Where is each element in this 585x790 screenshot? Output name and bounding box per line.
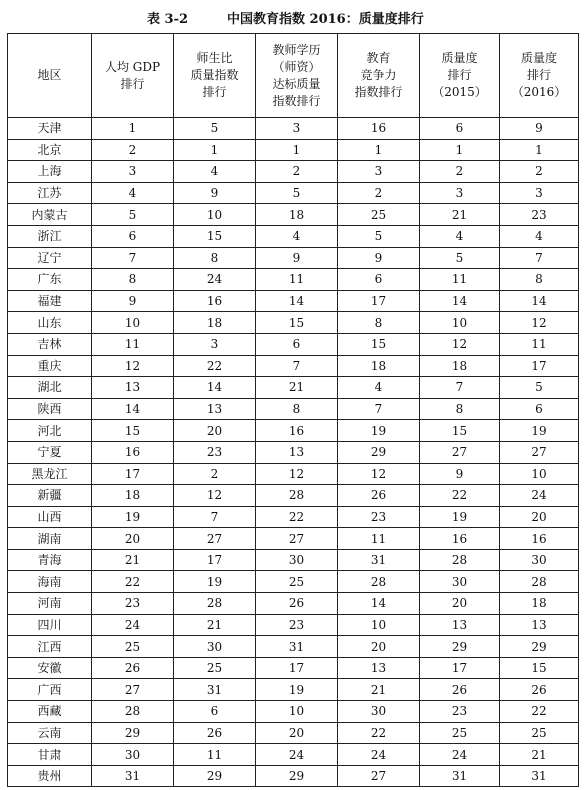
cell-region: 云南	[8, 722, 92, 744]
cell-gdp-rank: 30	[92, 744, 174, 766]
cell-education-competitiveness: 14	[338, 593, 420, 615]
ranking-table	[7, 33, 579, 787]
cell-region: 福建	[8, 290, 92, 312]
table-row	[8, 182, 579, 204]
table-row	[8, 765, 579, 787]
table-row	[8, 312, 579, 334]
cell-teacher-student-ratio: 22	[174, 355, 256, 377]
cell-gdp-rank: 26	[92, 657, 174, 679]
cell-quality-rank-2016: 6	[500, 398, 579, 420]
cell-region: 河北	[8, 420, 92, 442]
cell-teacher-student-ratio: 8	[174, 247, 256, 269]
cell-region: 辽宁	[8, 247, 92, 269]
cell-gdp-rank: 20	[92, 528, 174, 550]
cell-quality-rank-2015: 28	[420, 549, 500, 571]
table-title: 中国教育指数 2016：质量度排行	[227, 12, 424, 27]
cell-education-competitiveness: 11	[338, 528, 420, 550]
cell-quality-rank-2015: 7	[420, 377, 500, 399]
cell-teacher-student-ratio: 6	[174, 701, 256, 723]
cell-quality-rank-2015: 21	[420, 204, 500, 226]
cell-education-competitiveness: 22	[338, 722, 420, 744]
cell-region: 安徽	[8, 657, 92, 679]
cell-education-competitiveness: 15	[338, 333, 420, 355]
cell-education-competitiveness: 20	[338, 636, 420, 658]
cell-teacher-student-ratio: 19	[174, 571, 256, 593]
cell-education-competitiveness: 9	[338, 247, 420, 269]
cell-education-competitiveness: 17	[338, 290, 420, 312]
cell-region: 天津	[8, 118, 92, 140]
cell-region: 宁夏	[8, 441, 92, 463]
cell-quality-rank-2015: 23	[420, 701, 500, 723]
cell-quality-rank-2016: 30	[500, 549, 579, 571]
cell-gdp-rank: 7	[92, 247, 174, 269]
cell-education-competitiveness: 4	[338, 377, 420, 399]
table-row	[8, 118, 579, 140]
cell-gdp-rank: 1	[92, 118, 174, 140]
table-row	[8, 528, 579, 550]
cell-teacher-qualification: 9	[256, 247, 338, 269]
table-row	[8, 333, 579, 355]
cell-region: 西藏	[8, 701, 92, 723]
cell-region: 贵州	[8, 765, 92, 787]
cell-quality-rank-2015: 30	[420, 571, 500, 593]
cell-gdp-rank: 25	[92, 636, 174, 658]
cell-quality-rank-2015: 10	[420, 312, 500, 334]
cell-teacher-qualification: 20	[256, 722, 338, 744]
cell-quality-rank-2015: 31	[420, 765, 500, 787]
cell-teacher-student-ratio: 24	[174, 269, 256, 291]
cell-teacher-qualification: 14	[256, 290, 338, 312]
cell-education-competitiveness: 23	[338, 506, 420, 528]
cell-gdp-rank: 31	[92, 765, 174, 787]
cell-gdp-rank: 4	[92, 182, 174, 204]
cell-education-competitiveness: 31	[338, 549, 420, 571]
cell-quality-rank-2015: 25	[420, 722, 500, 744]
cell-gdp-rank: 19	[92, 506, 174, 528]
table-row	[8, 204, 579, 226]
cell-teacher-student-ratio: 16	[174, 290, 256, 312]
header-teacher-student-ratio: 师生比 质量指数 排行	[174, 34, 256, 118]
cell-quality-rank-2015: 18	[420, 355, 500, 377]
cell-region: 江苏	[8, 182, 92, 204]
cell-education-competitiveness: 21	[338, 679, 420, 701]
table-row	[8, 571, 579, 593]
cell-gdp-rank: 28	[92, 701, 174, 723]
cell-region: 四川	[8, 614, 92, 636]
table-row	[8, 225, 579, 247]
cell-quality-rank-2015: 2	[420, 161, 500, 183]
cell-quality-rank-2015: 16	[420, 528, 500, 550]
cell-quality-rank-2016: 10	[500, 463, 579, 485]
cell-quality-rank-2016: 19	[500, 420, 579, 442]
table-row	[8, 701, 579, 723]
cell-quality-rank-2016: 23	[500, 204, 579, 226]
cell-teacher-student-ratio: 30	[174, 636, 256, 658]
cell-region: 浙江	[8, 225, 92, 247]
table-row	[8, 398, 579, 420]
cell-region: 湖北	[8, 377, 92, 399]
cell-quality-rank-2016: 3	[500, 182, 579, 204]
cell-quality-rank-2016: 13	[500, 614, 579, 636]
cell-teacher-qualification: 19	[256, 679, 338, 701]
table-row	[8, 593, 579, 615]
cell-quality-rank-2016: 1	[500, 139, 579, 161]
cell-quality-rank-2015: 26	[420, 679, 500, 701]
cell-gdp-rank: 17	[92, 463, 174, 485]
cell-quality-rank-2015: 1	[420, 139, 500, 161]
cell-teacher-student-ratio: 5	[174, 118, 256, 140]
cell-gdp-rank: 24	[92, 614, 174, 636]
cell-gdp-rank: 11	[92, 333, 174, 355]
cell-quality-rank-2015: 20	[420, 593, 500, 615]
cell-education-competitiveness: 2	[338, 182, 420, 204]
table-row	[8, 463, 579, 485]
cell-gdp-rank: 9	[92, 290, 174, 312]
cell-teacher-student-ratio: 10	[174, 204, 256, 226]
cell-teacher-qualification: 23	[256, 614, 338, 636]
cell-quality-rank-2016: 17	[500, 355, 579, 377]
table-row	[8, 161, 579, 183]
cell-quality-rank-2016: 11	[500, 333, 579, 355]
cell-teacher-student-ratio: 18	[174, 312, 256, 334]
cell-teacher-qualification: 22	[256, 506, 338, 528]
cell-teacher-qualification: 26	[256, 593, 338, 615]
cell-teacher-qualification: 4	[256, 225, 338, 247]
cell-teacher-qualification: 30	[256, 549, 338, 571]
cell-teacher-student-ratio: 4	[174, 161, 256, 183]
cell-quality-rank-2015: 6	[420, 118, 500, 140]
cell-quality-rank-2016: 2	[500, 161, 579, 183]
cell-education-competitiveness: 25	[338, 204, 420, 226]
table-row	[8, 139, 579, 161]
cell-quality-rank-2015: 27	[420, 441, 500, 463]
cell-quality-rank-2015: 15	[420, 420, 500, 442]
cell-teacher-student-ratio: 26	[174, 722, 256, 744]
cell-quality-rank-2015: 29	[420, 636, 500, 658]
cell-gdp-rank: 12	[92, 355, 174, 377]
cell-region: 广西	[8, 679, 92, 701]
cell-gdp-rank: 8	[92, 269, 174, 291]
cell-gdp-rank: 6	[92, 225, 174, 247]
cell-education-competitiveness: 16	[338, 118, 420, 140]
cell-quality-rank-2016: 12	[500, 312, 579, 334]
cell-region: 山西	[8, 506, 92, 528]
cell-education-competitiveness: 7	[338, 398, 420, 420]
cell-gdp-rank: 15	[92, 420, 174, 442]
header-quality-rank-2016: 质量度 排行 （2016）	[500, 34, 579, 118]
table-row	[8, 657, 579, 679]
cell-education-competitiveness: 29	[338, 441, 420, 463]
cell-teacher-qualification: 18	[256, 204, 338, 226]
table-row	[8, 377, 579, 399]
cell-teacher-student-ratio: 27	[174, 528, 256, 550]
cell-region: 江西	[8, 636, 92, 658]
cell-teacher-qualification: 5	[256, 182, 338, 204]
cell-quality-rank-2016: 9	[500, 118, 579, 140]
cell-region: 吉林	[8, 333, 92, 355]
cell-education-competitiveness: 1	[338, 139, 420, 161]
cell-teacher-student-ratio: 11	[174, 744, 256, 766]
cell-quality-rank-2015: 19	[420, 506, 500, 528]
cell-region: 青海	[8, 549, 92, 571]
cell-quality-rank-2016: 8	[500, 269, 579, 291]
cell-quality-rank-2016: 7	[500, 247, 579, 269]
table-row	[8, 290, 579, 312]
cell-teacher-student-ratio: 21	[174, 614, 256, 636]
table-row	[8, 549, 579, 571]
cell-teacher-qualification: 28	[256, 485, 338, 507]
cell-teacher-qualification: 15	[256, 312, 338, 334]
cell-teacher-student-ratio: 23	[174, 441, 256, 463]
cell-gdp-rank: 5	[92, 204, 174, 226]
table-row	[8, 636, 579, 658]
cell-quality-rank-2015: 9	[420, 463, 500, 485]
cell-region: 河南	[8, 593, 92, 615]
header-region: 地区	[8, 34, 92, 118]
cell-education-competitiveness: 13	[338, 657, 420, 679]
cell-region: 湖南	[8, 528, 92, 550]
cell-gdp-rank: 21	[92, 549, 174, 571]
cell-region: 上海	[8, 161, 92, 183]
cell-teacher-student-ratio: 1	[174, 139, 256, 161]
cell-quality-rank-2015: 24	[420, 744, 500, 766]
cell-teacher-student-ratio: 12	[174, 485, 256, 507]
header-teacher-qualification: 教师学历 （师资） 达标质量 指数排行	[256, 34, 338, 118]
cell-region: 陕西	[8, 398, 92, 420]
cell-teacher-qualification: 3	[256, 118, 338, 140]
cell-quality-rank-2016: 29	[500, 636, 579, 658]
table-row	[8, 247, 579, 269]
cell-gdp-rank: 22	[92, 571, 174, 593]
cell-teacher-qualification: 10	[256, 701, 338, 723]
cell-teacher-qualification: 8	[256, 398, 338, 420]
cell-quality-rank-2016: 21	[500, 744, 579, 766]
cell-teacher-student-ratio: 14	[174, 377, 256, 399]
cell-education-competitiveness: 8	[338, 312, 420, 334]
cell-region: 广东	[8, 269, 92, 291]
cell-quality-rank-2016: 16	[500, 528, 579, 550]
cell-quality-rank-2016: 15	[500, 657, 579, 679]
cell-region: 新疆	[8, 485, 92, 507]
cell-teacher-qualification: 27	[256, 528, 338, 550]
table-number: 表 3-2	[147, 12, 189, 27]
cell-quality-rank-2015: 13	[420, 614, 500, 636]
cell-quality-rank-2016: 14	[500, 290, 579, 312]
cell-gdp-rank: 14	[92, 398, 174, 420]
cell-teacher-student-ratio: 15	[174, 225, 256, 247]
cell-education-competitiveness: 19	[338, 420, 420, 442]
cell-education-competitiveness: 26	[338, 485, 420, 507]
cell-teacher-qualification: 16	[256, 420, 338, 442]
cell-education-competitiveness: 24	[338, 744, 420, 766]
cell-teacher-qualification: 12	[256, 463, 338, 485]
cell-quality-rank-2015: 8	[420, 398, 500, 420]
cell-teacher-student-ratio: 7	[174, 506, 256, 528]
cell-quality-rank-2016: 20	[500, 506, 579, 528]
cell-region: 内蒙古	[8, 204, 92, 226]
cell-education-competitiveness: 10	[338, 614, 420, 636]
cell-quality-rank-2016: 28	[500, 571, 579, 593]
cell-gdp-rank: 13	[92, 377, 174, 399]
cell-teacher-qualification: 17	[256, 657, 338, 679]
cell-teacher-qualification: 6	[256, 333, 338, 355]
cell-region: 海南	[8, 571, 92, 593]
table-row	[8, 722, 579, 744]
cell-teacher-qualification: 7	[256, 355, 338, 377]
cell-teacher-student-ratio: 29	[174, 765, 256, 787]
table-row	[8, 506, 579, 528]
cell-teacher-student-ratio: 3	[174, 333, 256, 355]
cell-teacher-student-ratio: 13	[174, 398, 256, 420]
table-row	[8, 420, 579, 442]
table-row	[8, 355, 579, 377]
cell-gdp-rank: 29	[92, 722, 174, 744]
cell-quality-rank-2016: 4	[500, 225, 579, 247]
table-row	[8, 614, 579, 636]
cell-quality-rank-2015: 17	[420, 657, 500, 679]
cell-teacher-student-ratio: 25	[174, 657, 256, 679]
cell-quality-rank-2016: 31	[500, 765, 579, 787]
cell-education-competitiveness: 5	[338, 225, 420, 247]
table-row	[8, 485, 579, 507]
cell-education-competitiveness: 18	[338, 355, 420, 377]
cell-education-competitiveness: 3	[338, 161, 420, 183]
cell-teacher-qualification: 2	[256, 161, 338, 183]
cell-quality-rank-2016: 27	[500, 441, 579, 463]
cell-quality-rank-2016: 24	[500, 485, 579, 507]
cell-quality-rank-2016: 26	[500, 679, 579, 701]
cell-gdp-rank: 2	[92, 139, 174, 161]
cell-teacher-student-ratio: 31	[174, 679, 256, 701]
cell-quality-rank-2015: 5	[420, 247, 500, 269]
header-quality-rank-2015: 质量度 排行 （2015）	[420, 34, 500, 118]
header-row	[8, 34, 579, 118]
cell-education-competitiveness: 12	[338, 463, 420, 485]
cell-education-competitiveness: 6	[338, 269, 420, 291]
cell-teacher-qualification: 13	[256, 441, 338, 463]
cell-teacher-student-ratio: 20	[174, 420, 256, 442]
cell-teacher-qualification: 31	[256, 636, 338, 658]
cell-gdp-rank: 16	[92, 441, 174, 463]
cell-teacher-qualification: 29	[256, 765, 338, 787]
table-row	[8, 679, 579, 701]
cell-gdp-rank: 18	[92, 485, 174, 507]
cell-quality-rank-2016: 18	[500, 593, 579, 615]
cell-teacher-student-ratio: 2	[174, 463, 256, 485]
cell-education-competitiveness: 28	[338, 571, 420, 593]
cell-quality-rank-2015: 12	[420, 333, 500, 355]
cell-quality-rank-2015: 11	[420, 269, 500, 291]
cell-teacher-qualification: 24	[256, 744, 338, 766]
cell-region: 山东	[8, 312, 92, 334]
header-gdp-rank: 人均 GDP 排行	[92, 34, 174, 118]
cell-quality-rank-2015: 14	[420, 290, 500, 312]
cell-education-competitiveness: 27	[338, 765, 420, 787]
cell-teacher-student-ratio: 17	[174, 549, 256, 571]
header-education-competitiveness: 教育 竞争力 指数排行	[338, 34, 420, 118]
cell-teacher-student-ratio: 9	[174, 182, 256, 204]
cell-education-competitiveness: 30	[338, 701, 420, 723]
cell-teacher-qualification: 1	[256, 139, 338, 161]
table-body	[8, 118, 579, 787]
cell-gdp-rank: 3	[92, 161, 174, 183]
table-row	[8, 744, 579, 766]
table-row	[8, 269, 579, 291]
cell-teacher-student-ratio: 28	[174, 593, 256, 615]
cell-teacher-qualification: 11	[256, 269, 338, 291]
cell-region: 黑龙江	[8, 463, 92, 485]
cell-quality-rank-2015: 4	[420, 225, 500, 247]
cell-region: 北京	[8, 139, 92, 161]
cell-quality-rank-2015: 22	[420, 485, 500, 507]
cell-quality-rank-2016: 5	[500, 377, 579, 399]
table-row	[8, 441, 579, 463]
cell-gdp-rank: 10	[92, 312, 174, 334]
cell-region: 甘肃	[8, 744, 92, 766]
cell-region: 重庆	[8, 355, 92, 377]
cell-gdp-rank: 27	[92, 679, 174, 701]
cell-quality-rank-2016: 22	[500, 701, 579, 723]
cell-teacher-qualification: 21	[256, 377, 338, 399]
cell-quality-rank-2016: 25	[500, 722, 579, 744]
cell-quality-rank-2015: 3	[420, 182, 500, 204]
cell-gdp-rank: 23	[92, 593, 174, 615]
cell-teacher-qualification: 25	[256, 571, 338, 593]
